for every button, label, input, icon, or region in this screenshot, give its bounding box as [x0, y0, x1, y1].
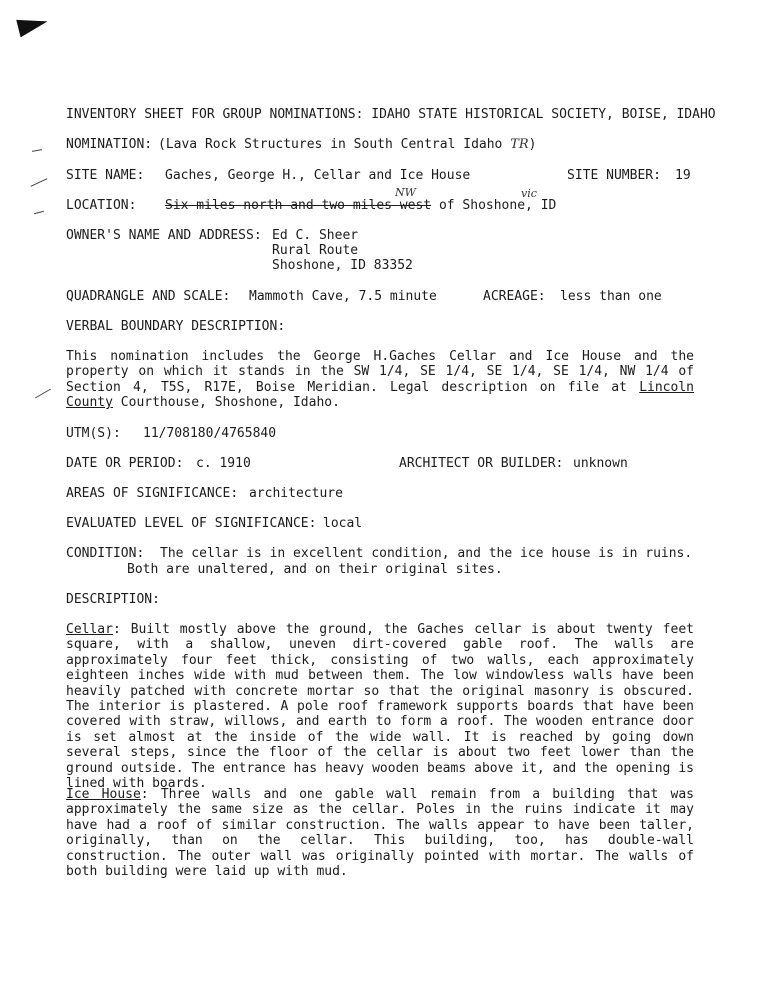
date-label: DATE OR PERIOD:: [66, 456, 184, 471]
quadrangle-label: QUADRANGLE AND SCALE:: [66, 289, 231, 304]
architect-label: ARCHITECT OR BUILDER:: [399, 456, 564, 471]
corner-mark-icon: [16, 13, 49, 38]
level-label: EVALUATED LEVEL OF SIGNIFICANCE:: [66, 516, 317, 531]
architect-value: unknown: [573, 456, 628, 471]
nomination-handwritten-note: TR: [510, 137, 529, 152]
acreage-value: less than one: [560, 289, 662, 304]
condition-line-2: Both are unaltered, and on their original sites.: [127, 562, 503, 577]
condition-line-1: The cellar is in excellent condition, and the ice house is in ruins.: [160, 546, 693, 561]
site-number-label: SITE NUMBER:: [567, 168, 661, 183]
site-name-value: Gaches, George H., Cellar and Ice House: [165, 168, 471, 183]
sheet-header: INVENTORY SHEET FOR GROUP NOMINATIONS: IDAHO STATE HISTORICAL SOCIETY, BOISE, IDAHO: [66, 107, 716, 122]
verbal-boundary-text: This nomination includes the George H.Gaches Cellar and Ice House and the property on which it stands in the SW 1/4, SE 1/4, SE 1/4, SE 1/4, NW 1/4 of Section 4, T5S, R17E, Boise Meridian. Legal description on file at Lincoln County Courthouse, Shoshone, Idaho.: [66, 349, 694, 411]
nomination-value: (Lava Rock Structures in South Central Idaho TR): [158, 137, 537, 152]
acreage-label: ACREAGE:: [483, 289, 546, 304]
owner-line-1: Ed C. Sheer: [272, 228, 359, 243]
level-value: local: [323, 516, 363, 531]
margin-tick-mark: [32, 149, 42, 152]
location-handwritten-vic: vic: [521, 187, 537, 200]
location-label: LOCATION:: [66, 198, 137, 213]
nomination-label: NOMINATION:: [66, 137, 153, 152]
areas-value: architecture: [249, 486, 343, 501]
margin-tick-mark: [34, 211, 44, 215]
date-value: c. 1910: [196, 456, 251, 471]
county-name: Lincoln County: [66, 379, 694, 411]
ice-house-heading: Ice House: [66, 787, 141, 802]
quadrangle-value: Mammoth Cave, 7.5 minute: [249, 289, 437, 304]
location-handwritten-nw: NW: [395, 186, 416, 199]
location-struck-text: Six miles north and two miles west: [165, 198, 432, 213]
description-label: DESCRIPTION:: [66, 592, 160, 607]
margin-tick-mark: [31, 178, 48, 187]
location-value: Six miles north and two miles west of Shoshone, ID: [165, 198, 557, 213]
condition-label: CONDITION:: [66, 546, 145, 561]
margin-tick-mark: [35, 389, 51, 399]
cellar-heading: Cellar: [66, 622, 113, 637]
owner-label: OWNER'S NAME AND ADDRESS:: [66, 228, 262, 243]
site-name-label: SITE NAME:: [66, 168, 145, 183]
utm-label: UTM(S):: [66, 426, 121, 441]
site-number-value: 19: [675, 168, 691, 183]
areas-label: AREAS OF SIGNIFICANCE:: [66, 486, 239, 501]
owner-line-3: Shoshone, ID 83352: [272, 258, 413, 273]
owner-line-2: Rural Route: [272, 243, 359, 258]
verbal-boundary-label: VERBAL BOUNDARY DESCRIPTION:: [66, 319, 286, 334]
utm-value: 11/708180/4765840: [143, 426, 277, 441]
ice-house-description: Ice House: Three walls and one gable wall remain from a building that was approximately the same size as the cellar. Poles in the ruins indicate it may have had a roof of similar construction. The walls appear to have been taller, originally, than on the cellar. This building, too, has double-wall construction. The outer wall was originally pointed with mortar. The walls of both building were laid up with mud.: [66, 787, 694, 880]
cellar-description: Cellar: Built mostly above the ground, the Gaches cellar is about twenty feet square, with a shallow, uneven dirt-covered gable roof. The walls are approximately four feet thick, consisting of two walls, each approximately eighteen inches wide with mud between them. The low windowless walls have been heavily patched with concrete mortar so that the original masonry is obscured. The interior is plastered. A pole roof framework supports boards that have been covered with straw, willows, and earth to form a roof. The wooden entrance door is set almost at the inside of the wide wall. It is reached by going down several steps, since the floor of the cellar is about two feet lower than the ground outside. The entrance has heavy wooden beams above it, and the opening is lined with boards.: [66, 622, 694, 792]
